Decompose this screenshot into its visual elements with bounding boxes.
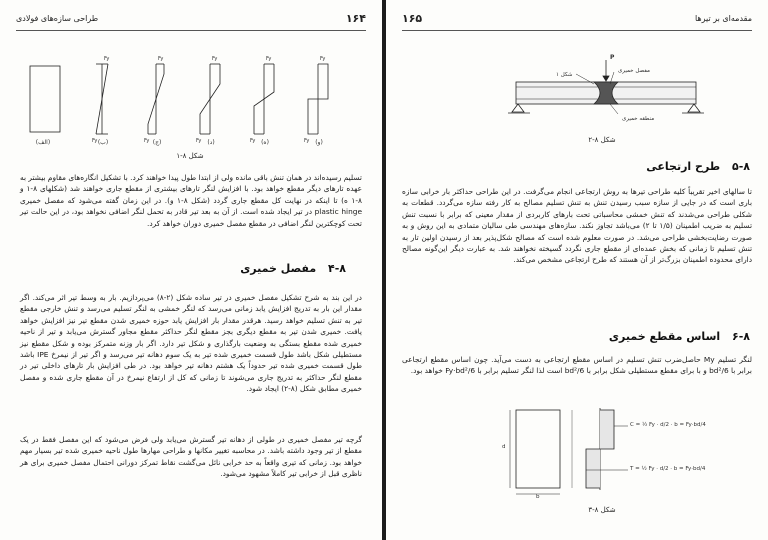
svg-text:Fy: Fy — [158, 56, 164, 62]
right-running-title: مقدمه‌ای بر تیرها — [694, 14, 752, 23]
fig-label-plastic-zone: منطقه خمیری — [622, 116, 655, 122]
section-5-8-number: ۵-۸ — [732, 160, 750, 173]
left-page-header — [16, 14, 366, 28]
fig-sublabel-c: (ج) — [152, 139, 162, 146]
svg-text:Fy: Fy — [92, 138, 98, 144]
fig-sublabel-a: (الف) — [35, 139, 51, 146]
figure-8-3-section-diagram — [506, 404, 706, 502]
section-6-8-heading — [609, 330, 750, 343]
fig-label-tension: T = ½ Fy · d/2 · b = Fy·bd/4 — [630, 466, 706, 472]
svg-text:Fy: Fy — [104, 56, 110, 62]
section-4-8-number: ۴-۸ — [328, 262, 346, 275]
fig-label-load: P — [610, 54, 615, 61]
left-running-title: طراحی سازه‌های فولادی — [16, 14, 99, 23]
right-paragraph-2: لنگر تسلیم My حاصل‌ضرب تنش تسلیم در اساس مقطع ارتجاعی به دست می‌آید. چون اساس مقطع ارتجاعی برابر با bd²/6 و با برای مقطع مستطیلی شکل برابر با bd²/6 است لذا لنگر تسلیم برابر با Fy·bd²/6 خواهد بود. — [402, 355, 752, 376]
left-paragraph-1: تسلیم رسیده‌اند در همان تنش باقی مانده ولی از ابتدا طول پیدا خواهند کرد. با تشکیل انگاره‌های مقاوم بیشتر به عهده تارهای دیگر مقطع خواهد بود. با افزایش لنگر تارهای بیشتری از مقطع جاری خواهند شد (شکلهای ۸-۱ و ۸-۱ ه) تا اینکه در نهایت کل مقطع جاری گردد (شکل ۸-۱ و). در این زمان گفته می‌شود که مفصل خمیری plastic hinge در تیر ایجاد شده است. از آن به بعد تیر قادر به تحمل لنگر اضافی نخواهد بود، در این حالت تیر تحت کوچکترین لنگر اضافی در مقطع مفصل خمیری دوران خواهد کرد. — [20, 173, 362, 228]
fig-label-compression: C = ½ Fy · d/2 · b = Fy·bd/4 — [630, 422, 706, 428]
svg-text:Fy: Fy — [196, 138, 202, 144]
left-header-rule — [16, 30, 366, 31]
section-6-8-title: اساس مقطع خمیری — [608, 330, 721, 343]
figure-8-2-beam-diagram — [506, 60, 706, 130]
right-page-header — [402, 14, 752, 28]
right-page — [386, 0, 768, 540]
section-4-8-title: مفصل خمیری — [240, 262, 317, 275]
section-5-8-heading — [646, 160, 750, 173]
fig-label-shape: شکل ۱ — [556, 72, 573, 78]
fig-label-plastic-hinge: مفصل خمیری — [618, 68, 650, 74]
figure-8-1-caption: شکل ۸-۱ — [176, 152, 204, 160]
fig-sublabel-f: (و) — [315, 139, 323, 146]
svg-text:Fy: Fy — [266, 56, 272, 62]
left-page-number: ۱۶۴ — [345, 12, 366, 25]
left-page — [0, 0, 382, 540]
fig-sublabel-d: (د) — [207, 139, 215, 146]
right-header-rule — [402, 30, 752, 31]
fig-sublabel-b: (ب) — [97, 139, 109, 146]
left-paragraph-2: در این بند به شرح تشکیل مفصل خمیری در تیر ساده شکل (۲-۸) می‌پردازیم. بار به وسط تیر اثر می‌کند. اگر مقدار این بار به تدریج افزایش یابد زمانی می‌رسد که لنگر خمشی به لنگر تسلیم می‌رسد و تنش خارجی مقطع تیر به تنش تسلیم خواهد رسید. هرقدر مقدار بار افزایش یابد حوزه خمیری شدن مقطع تیر نیز افزایش خواهد یافت. خمیری شدن تیر به مقطع دیگری بجز مقطع لنگر حداکثر مقطع مجاور گسترش می‌یابد و تیر از ناحیه خمیری شده مقطع بستگی به وضعیت بارگذاری و شکل تیر دارد. اگر بار وزنه متمرکز بوده و شکل مقطع نیز مستطیلی شکل باشد طول قسمت خمیری شده تیر به یک سوم دهانه تیر می‌رسد و اگر تیر از نیمرخ IPE باشد طول قسمت خمیری شده تیر حدوداً یک هشتم دهانه تیر خواهد بود. در طی افزایش بار تارهای داخلی تیر در مقطع لنگر حداکثر به تدریج جاری می‌شوند تا زمانی که کل از ارتفاع نیمرخ در آن مقطع جاری شده و مفصل خمیری مطابق شکل (۸-۲) ایجاد شود. — [20, 293, 363, 394]
figure-8-2-caption: شکل ۸-۲ — [588, 136, 616, 144]
section-6-8-number: ۶-۸ — [732, 330, 750, 343]
right-page-number: ۱۶۵ — [402, 12, 423, 25]
svg-text:Fy: Fy — [144, 138, 150, 144]
section-5-8-title: طرح ارتجاعی — [646, 160, 721, 173]
fig-sublabel-e: (ه) — [261, 139, 269, 146]
fig-label-b: b — [536, 494, 540, 500]
section-4-8-heading — [240, 262, 346, 275]
svg-text:Fy: Fy — [320, 56, 326, 62]
left-paragraph-3: گرچه تیر مفصل خمیری در طولی از دهانه تیر گسترش می‌یابد ولی فرض می‌شود که این مفصل فقط در یک مقطع از تیر وجود داشته باشد. در محاسبه تغییر مکانها و طراحی مهارها طول ناحیه خمیری شده تیر بسیار مهم خواهد بود. زمانی که تیری واقعاً به حد خرابی نائل می‌گشت نقاط تمرکز دورانی احتمال مفصل خمیری برای هر ناظری قبل از خرابی تیر کاملاً مشهود می‌شود. — [20, 435, 362, 479]
figure-8-1-stress-diagrams — [28, 50, 358, 150]
right-paragraph-1: تا سالهای اخیر تقریباً کلیه طراحی تیرها به روش ارتجاعی انجام می‌گرفت. در این طراحی حداکثر بار خرابی سازه باری است که در جایی از سازه سبب رسیدن تنش به تنش تسلیم مصالح به کار رفته سازه می‌گردد. قطعات به شکلی طراحی می‌شدند که تنش خمشی محاسباتی تحت بارهای کاربردی از مقدار معینی که برابر با نسبت تنش تسلیم به ضریب اطمینان (۱/۵ تا ۲) می‌باشد تجاوز نکند. سازه‌های مهندسی طی سالیان متمادی به این روش و به صورت رضایت‌بخشی طراحی می‌شد. در صورت معلوم شده است که مصالح شکل‌پذیر بعد از رسیدن اولین تار به تنش تسلیم تا زمانی که بخش عمده‌ای از مقطع جاری نگردد گسیخته نخواهند شد. به عبارت دیگر این‌گونه مصالح دارای محدوده اطمینان بزرگ‌تر از آن هستند که طرح ارتجاعی مشخص می‌کند. — [402, 187, 753, 265]
svg-text:Fy: Fy — [250, 138, 256, 144]
svg-text:Fy: Fy — [212, 56, 218, 62]
svg-text:Fy: Fy — [304, 138, 310, 144]
fig-label-d: d — [502, 444, 506, 450]
figure-8-3-caption: شکل ۸-۳ — [588, 506, 616, 514]
